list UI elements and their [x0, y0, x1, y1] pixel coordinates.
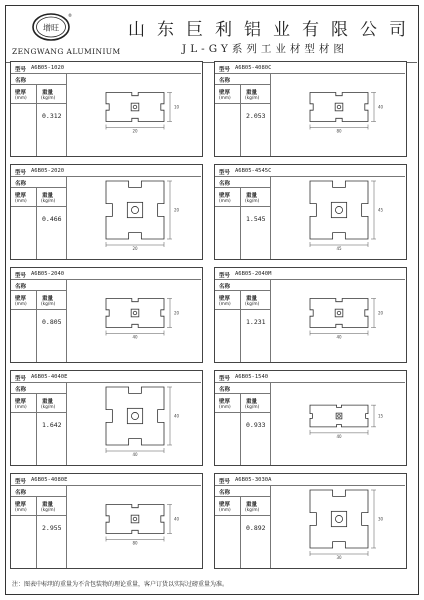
dimension-width-label: 80 [132, 540, 138, 546]
profile-center-hole [338, 415, 341, 418]
model-label: 型号 [15, 376, 27, 382]
row-divider [215, 206, 270, 207]
info-border [66, 73, 67, 156]
weight-label: 重量 [42, 296, 54, 302]
dimension-height-label: 40 [174, 413, 180, 419]
profile-info-table [11, 371, 66, 465]
weight-value: 2.955 [42, 524, 62, 532]
weight-unit: (kg/m) [245, 508, 260, 513]
profile-drawing [273, 272, 405, 358]
name-label: 名称 [15, 490, 27, 496]
dimension-height-label: 15 [378, 413, 384, 419]
wall-unit: (mm) [15, 302, 27, 307]
weight-unit: (kg/m) [245, 96, 260, 101]
name-label: 名称 [219, 490, 231, 496]
weight-value: 1.642 [42, 421, 62, 429]
row-divider [215, 515, 270, 516]
column-divider [36, 187, 37, 259]
profile-drawing [69, 272, 201, 358]
profile-core [131, 103, 139, 111]
profile-info-table [215, 62, 270, 156]
weight-value: 0.892 [246, 524, 266, 532]
profile-card [214, 473, 407, 569]
profile-card [10, 61, 203, 157]
weight-unit: (kg/m) [245, 302, 260, 307]
weight-unit: (kg/m) [41, 405, 56, 410]
svg-text:®: ® [68, 13, 72, 18]
profile-card [214, 267, 407, 363]
profile-outline [106, 181, 164, 239]
model-value: A6B05-2040M [235, 271, 272, 277]
weight-value: 1.545 [246, 215, 266, 223]
profile-core [331, 511, 346, 526]
row-divider [11, 103, 66, 104]
model-label: 型号 [15, 273, 27, 279]
wall-label: 壁厚 [15, 193, 27, 199]
dimension-lines [310, 490, 376, 556]
weight-unit: (kg/m) [41, 508, 56, 513]
profile-center-hole [337, 311, 341, 315]
wall-unit: (mm) [219, 199, 231, 204]
model-value: A6B05-4080E [31, 477, 68, 483]
info-border [270, 382, 271, 465]
wall-unit: (mm) [15, 199, 27, 204]
brand-english-name: ZENGWANG ALUMINIUM [12, 47, 121, 56]
model-label: 型号 [219, 273, 231, 279]
row-divider [11, 412, 66, 413]
dimension-height-label: 40 [378, 104, 384, 110]
model-label: 型号 [219, 376, 231, 382]
info-border [270, 485, 271, 568]
model-value: A6B05-1540 [235, 374, 269, 380]
model-label: 型号 [219, 479, 231, 485]
model-label: 型号 [219, 170, 231, 176]
row-divider [11, 393, 66, 394]
profile-outline [310, 490, 368, 548]
info-border [270, 279, 271, 362]
profile-info-table [11, 62, 66, 156]
weight-value: 0.312 [42, 112, 62, 120]
column-divider [240, 393, 241, 465]
row-divider [11, 309, 66, 310]
profile-core [131, 309, 139, 317]
weight-label: 重量 [246, 296, 258, 302]
profile-card [10, 164, 203, 260]
name-label: 名称 [219, 387, 231, 393]
info-border [270, 73, 271, 156]
weight-value: 1.231 [246, 318, 266, 326]
column-divider [240, 187, 241, 259]
wall-unit: (mm) [219, 96, 231, 101]
row-divider [11, 187, 66, 188]
wall-unit: (mm) [219, 302, 231, 307]
model-label: 型号 [15, 170, 27, 176]
wall-unit: (mm) [219, 508, 231, 513]
wall-label: 壁厚 [219, 399, 231, 405]
catalog-subtitle: JL-GY系列工业材型材图 [182, 43, 348, 55]
column-divider [36, 84, 37, 156]
profile-drawing [273, 66, 405, 152]
profile-outline [106, 93, 164, 122]
profile-center-hole [133, 311, 137, 315]
dimension-width-label: 80 [336, 128, 342, 134]
row-divider [11, 84, 66, 85]
profile-outline [310, 181, 368, 239]
wall-label: 壁厚 [15, 502, 27, 508]
footer-note: 注：图表中标明的重量为不含包装物的理论重量，客户订货以实际过磅重量为准。 [12, 581, 229, 588]
name-label: 名称 [219, 284, 231, 290]
profile-info-table [215, 268, 270, 362]
dimension-height-label: 20 [378, 310, 384, 316]
profile-drawing [69, 169, 201, 255]
wall-label: 壁厚 [219, 296, 231, 302]
dimension-lines [106, 181, 172, 247]
profile-card [10, 267, 203, 363]
profile-info-table [11, 165, 66, 259]
row-divider [11, 515, 66, 516]
dimension-height-label: 20 [174, 310, 180, 316]
column-divider [36, 290, 37, 362]
model-value: A6B05-2040 [31, 271, 65, 277]
profile-drawing [69, 478, 201, 564]
dimension-width-label: 45 [336, 246, 342, 251]
row-divider [215, 84, 270, 85]
weight-value: 0.466 [42, 215, 62, 223]
column-divider [36, 496, 37, 568]
row-divider [215, 393, 270, 394]
dimension-width-label: 30 [336, 555, 342, 560]
wall-label: 壁厚 [15, 399, 27, 405]
dimension-width-label: 40 [132, 452, 138, 457]
profile-outline [310, 93, 368, 122]
wall-unit: (mm) [15, 508, 27, 513]
name-label: 名称 [15, 181, 27, 187]
model-label: 型号 [15, 479, 27, 485]
row-divider [11, 206, 66, 207]
logo-text: 增旺 [43, 23, 59, 33]
catalog-sheet [5, 5, 419, 595]
wall-label: 壁厚 [219, 90, 231, 96]
info-border [66, 382, 67, 465]
row-divider [215, 290, 270, 291]
row-divider [215, 309, 270, 310]
wall-label: 壁厚 [219, 502, 231, 508]
name-label: 名称 [15, 284, 27, 290]
profile-info-table [215, 371, 270, 465]
profile-center-hole [131, 412, 138, 419]
model-value: A6B05-3030A [235, 477, 272, 483]
weight-value: 0.805 [42, 318, 62, 326]
weight-unit: (kg/m) [245, 405, 260, 410]
row-divider [11, 496, 66, 497]
weight-unit: (kg/m) [41, 199, 56, 204]
row-divider [11, 290, 66, 291]
dimension-height-label: 20 [174, 207, 180, 213]
model-label: 型号 [15, 67, 27, 73]
weight-label: 重量 [246, 399, 258, 405]
profile-card [214, 164, 407, 260]
column-divider [240, 84, 241, 156]
weight-unit: (kg/m) [41, 96, 56, 101]
wall-label: 壁厚 [15, 90, 27, 96]
profile-core [131, 515, 139, 523]
dimension-width-label: 40 [132, 334, 138, 340]
wall-label: 壁厚 [15, 296, 27, 302]
profile-drawing [273, 375, 405, 461]
dimension-height-label: 45 [378, 207, 384, 213]
profile-card [10, 370, 203, 466]
weight-label: 重量 [42, 193, 54, 199]
info-border [66, 279, 67, 362]
weight-value: 2.053 [246, 112, 266, 120]
weight-label: 重量 [42, 90, 54, 96]
info-border [66, 176, 67, 259]
row-divider [215, 496, 270, 497]
dimension-height-label: 10 [174, 104, 180, 110]
model-value: A6B05-2020 [31, 168, 65, 174]
column-divider [240, 290, 241, 362]
weight-unit: (kg/m) [41, 302, 56, 307]
profile-info-table [215, 474, 270, 568]
dimension-lines [310, 181, 376, 247]
profile-center-hole [335, 206, 342, 213]
weight-label: 重量 [42, 399, 54, 405]
name-label: 名称 [219, 181, 231, 187]
profile-center-hole [133, 517, 137, 521]
profile-drawing [273, 478, 405, 564]
profile-outline [106, 387, 164, 445]
profile-center-hole [335, 515, 342, 522]
profile-drawing [273, 169, 405, 255]
column-divider [36, 393, 37, 465]
weight-value: 0.933 [246, 421, 266, 429]
profile-core [335, 103, 343, 111]
profile-drawing [69, 66, 201, 152]
row-divider [215, 412, 270, 413]
name-label: 名称 [219, 78, 231, 84]
weight-label: 重量 [246, 193, 258, 199]
profile-drawing [69, 375, 201, 461]
model-value: A6B05-4040E [31, 374, 68, 380]
wall-unit: (mm) [15, 405, 27, 410]
dimension-width-label: 40 [336, 334, 342, 340]
profile-card [214, 370, 407, 466]
profile-center-hole [337, 105, 341, 109]
profile-core [127, 202, 142, 217]
dimension-lines [106, 387, 172, 453]
profile-outline [310, 299, 368, 328]
profile-outline [106, 299, 164, 328]
profile-info-table [215, 165, 270, 259]
profile-outline [310, 405, 368, 427]
wall-unit: (mm) [219, 405, 231, 410]
dimension-width-label: 20 [132, 128, 138, 134]
info-border [66, 485, 67, 568]
profile-info-table [11, 474, 66, 568]
profile-core [336, 413, 342, 419]
weight-unit: (kg/m) [245, 199, 260, 204]
dimension-width-label: 40 [336, 433, 342, 439]
profile-center-hole [133, 105, 137, 109]
dimension-height-label: 30 [378, 516, 384, 522]
profile-core [127, 408, 142, 423]
weight-label: 重量 [42, 502, 54, 508]
name-label: 名称 [15, 78, 27, 84]
profile-outline [106, 505, 164, 534]
model-value: A6B05-4080C [235, 65, 272, 71]
weight-label: 重量 [246, 502, 258, 508]
profile-core [331, 202, 346, 217]
profile-card [214, 61, 407, 157]
wall-unit: (mm) [15, 96, 27, 101]
company-title: 山东巨利铝业有限公司 [128, 20, 418, 40]
column-divider [240, 496, 241, 568]
brand-logo-icon [31, 12, 71, 42]
profile-card [10, 473, 203, 569]
model-value: A6B05-1020 [31, 65, 65, 71]
model-label: 型号 [219, 67, 231, 73]
dimension-height-label: 40 [174, 516, 180, 522]
page-header [6, 6, 417, 64]
row-divider [215, 187, 270, 188]
name-label: 名称 [15, 387, 27, 393]
info-border [270, 176, 271, 259]
model-value: A6B05-4545C [235, 168, 272, 174]
row-divider [215, 103, 270, 104]
dimension-width-label: 20 [132, 246, 138, 251]
wall-label: 壁厚 [219, 193, 231, 199]
dimension-lines [310, 405, 376, 435]
weight-label: 重量 [246, 90, 258, 96]
profile-core [335, 309, 343, 317]
profile-center-hole [131, 206, 138, 213]
profile-info-table [11, 268, 66, 362]
